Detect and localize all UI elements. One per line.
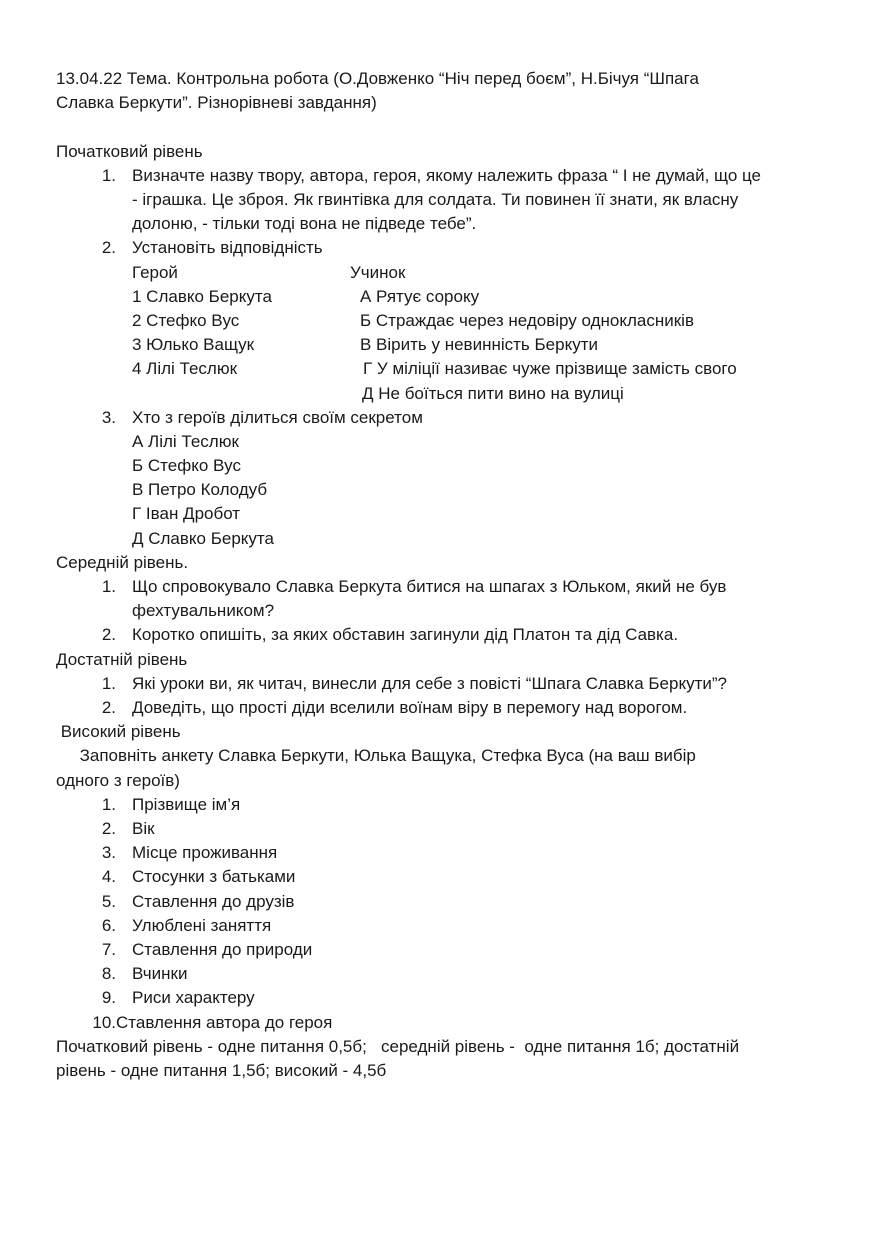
- list-item: [56, 793, 846, 817]
- item-text: Ставлення до природи: [132, 940, 313, 959]
- item-number: 1.: [101, 794, 116, 814]
- matching-row: [72, 333, 846, 357]
- matching-row: [72, 382, 846, 406]
- answer-options: [56, 430, 846, 551]
- deed-column-header: Учинок: [350, 262, 406, 282]
- answer-option: Д Славко Беркута: [132, 528, 274, 548]
- level1-title: Початковий рівень: [56, 141, 203, 161]
- answer-option: Г Іван Дробот: [132, 504, 241, 524]
- item-text: Вік: [132, 818, 155, 838]
- list-item: [56, 890, 846, 914]
- list-item: [56, 914, 846, 938]
- spacer: [56, 115, 846, 139]
- list-item: [56, 1011, 846, 1035]
- deed-item: Б Страждає через недовіру однокласників: [360, 310, 694, 330]
- level3-question-2: [56, 696, 846, 720]
- deed-item: А Рятує сороку: [360, 286, 480, 306]
- item-number: 2.: [101, 238, 116, 258]
- matching-table: [56, 261, 846, 406]
- matching-row: [72, 285, 846, 309]
- list-item: [56, 962, 846, 986]
- item-number: 4.: [101, 867, 116, 887]
- level2-question-2: [56, 623, 846, 647]
- item-text: Стосунки з батьками: [132, 867, 296, 887]
- level1-question-3: [56, 406, 846, 430]
- deed-item: Д Не боїться пити вино на вулиці: [362, 383, 624, 403]
- item-number: 10.: [92, 1012, 116, 1032]
- header-line-2: Славка Беркути”. Різнорівневі завдання): [56, 93, 377, 113]
- level2-title: Середній рівень.: [56, 552, 189, 572]
- item-text: Ставлення автора до героя: [116, 1012, 333, 1032]
- hero-item: 4 Лілі Теслюк: [132, 359, 238, 379]
- question-text-line: долоню, - тільки тоді вона не підведе тебе”.: [132, 214, 477, 234]
- answer-option: А Лілі Теслюк: [132, 431, 239, 451]
- question-text-line: - іграшка. Це зброя. Як гвинтівка для солдата. Ти повинен її знати, як власну: [132, 189, 739, 209]
- question-text: Хто з героїв ділиться своїм секретом: [132, 407, 423, 427]
- item-text: Риси характеру: [132, 988, 255, 1008]
- question-text: Які уроки ви, як читач, винесли для себе з повісті “Шпага Славка Беркути”?: [132, 673, 727, 693]
- scoring-line-2: рівень - одне питання 1,5б; високий - 4,5б: [56, 1061, 387, 1080]
- question-text: Коротко опишіть, за яких обставин загинули дід Платон та дід Савка.: [132, 625, 679, 645]
- matching-row: [72, 357, 846, 381]
- item-number: 2.: [101, 698, 116, 718]
- hero-item: 2 Стефко Вус: [132, 310, 240, 330]
- list-item: [56, 865, 846, 889]
- answer-option: Б Стефко Вус: [132, 456, 241, 476]
- level1-question-1: [56, 164, 846, 237]
- item-number: 9.: [101, 988, 116, 1008]
- item-text: Ставлення до друзів: [132, 891, 295, 911]
- hero-item: 3 Юлько Ващук: [132, 335, 255, 355]
- item-number: 2.: [101, 625, 116, 645]
- item-number: 3.: [101, 407, 116, 427]
- questionnaire-list: [56, 793, 846, 1035]
- list-item: [56, 841, 846, 865]
- item-number: 6.: [101, 915, 116, 935]
- header-line-1: 13.04.22 Тема. Контрольна робота (О.Довженко “Ніч перед боєм”, Н.Бічуя “Шпага: [56, 69, 699, 88]
- level4-intro-line-2: одного з героїв): [56, 770, 180, 790]
- level3-question-1: [56, 672, 846, 696]
- level4-intro-line-1: Заповніть анкету Славка Беркути, Юлька Ващука, Стефка Вуса (на ваш вибір: [56, 746, 696, 766]
- item-text: Улюблені заняття: [132, 915, 272, 935]
- deed-item: Г У міліції називає чуже прізвище замість свого: [363, 359, 737, 379]
- hero-item-empty: [72, 382, 350, 406]
- item-number: 1.: [101, 165, 116, 185]
- level2-question-1: [56, 575, 846, 623]
- question-text: Доведіть, що прості діди вселили воїнам віру в перемогу над ворогом.: [132, 698, 688, 718]
- hero-item: 1 Славко Беркута: [132, 286, 272, 306]
- question-text: Установіть відповідність: [132, 238, 323, 258]
- item-number: 7.: [101, 940, 116, 959]
- level4-title: Високий рівень: [56, 722, 181, 742]
- level3-title: Достатній рівень: [56, 649, 188, 669]
- matching-header-row: [72, 261, 846, 285]
- item-text: Прізвище ім’я: [132, 794, 241, 814]
- deed-item: В Вірить у невинність Беркути: [360, 335, 598, 355]
- answer-option: В Петро Колодуб: [132, 480, 268, 500]
- item-number: 1.: [101, 577, 116, 597]
- item-number: 3.: [101, 843, 116, 863]
- level1-question-2: [56, 236, 846, 260]
- item-number: 1.: [101, 673, 116, 693]
- scoring-line-1: Початковий рівень - одне питання 0,5б; середній рівень - одне питання 1б; достатній: [56, 1036, 740, 1056]
- list-item: [56, 817, 846, 841]
- question-text-line: Визначте назву твору, автора, героя, якому належить фраза “ І не думай, що це: [132, 165, 762, 185]
- item-text: Місце проживання: [132, 843, 278, 863]
- item-text: Вчинки: [132, 964, 188, 984]
- question-text-line: фехтувальником?: [132, 601, 275, 621]
- list-item: [56, 938, 846, 962]
- list-item: [56, 986, 846, 1010]
- matching-row: [72, 309, 846, 333]
- hero-column-header: Герой: [132, 262, 178, 282]
- item-number: 2.: [101, 818, 116, 838]
- question-text-line: Що спровокувало Славка Беркута битися на шпагах з Юльком, який не був: [132, 577, 727, 597]
- item-number: 8.: [101, 964, 116, 984]
- item-number: 5.: [101, 891, 116, 911]
- document-page: [56, 67, 846, 1083]
